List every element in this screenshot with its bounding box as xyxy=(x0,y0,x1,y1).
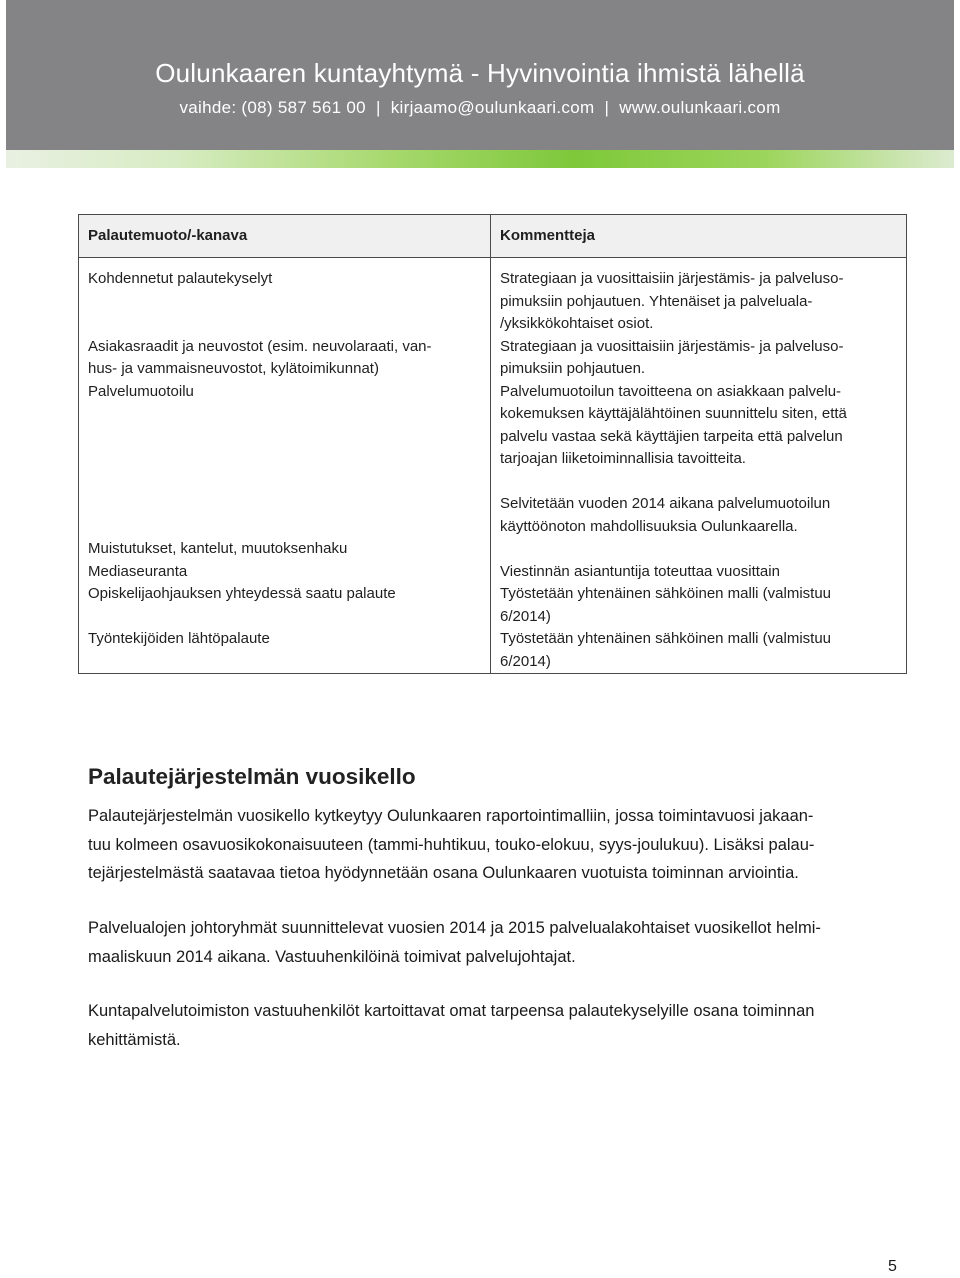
comment-text: Palvelumuotoilun tavoitteena on asiakkaan palvelu- xyxy=(500,382,842,400)
comment-cell xyxy=(491,583,907,628)
comment-text: Työstetään yhtenäinen sähköinen malli (valmistuu xyxy=(500,630,832,647)
body-paragraph xyxy=(88,914,904,971)
table-row xyxy=(79,336,907,381)
comment-text: käyttöönoton mahdollisuuksia Oulunkaarella. xyxy=(500,517,798,535)
paragraph-line: tuu kolmeen osavuosikokonaisuuteen (tammi-huhtikuu, touko-elokuu, syys-joulukuu). Lisäksi palau- xyxy=(88,835,815,854)
comment-text: pimuksiin pohjautuen. Yhtenäiset ja palveluala- xyxy=(500,292,813,310)
comment-text: kokemuksen käyttäjälähtöinen suunnittelu siten, että xyxy=(500,405,847,422)
paragraph-line: Palautejärjestelmän vuosikello kytkeytyy Oulunkaaren raportointimalliin, jossa toimintavuosi jakaan- xyxy=(88,807,814,825)
comment-text: Strategiaan ja vuosittaisiin järjestämis- ja palveluso- xyxy=(500,270,844,287)
channel-text: Palvelumuotoilu xyxy=(88,382,194,400)
section-heading: Palautejärjestelmän vuosikello xyxy=(88,764,416,789)
comment-text xyxy=(500,471,897,494)
body-paragraph xyxy=(88,802,904,888)
channel-cell xyxy=(79,583,491,628)
paragraph-line: maaliskuun 2014 aikana. Vastuuhenkilöinä toimivat palvelujohtajat. xyxy=(88,947,576,966)
comment-text: /yksikkökohtaiset osiot. xyxy=(500,315,654,332)
table-row xyxy=(79,381,907,539)
comment-cell xyxy=(491,538,907,561)
table-header-row xyxy=(79,215,907,258)
column-header-channel: Palautemuoto/-kanava xyxy=(79,215,491,258)
channel-text: Opiskelijaohjauksen yhteydessä saatu palaute xyxy=(88,585,396,602)
table-row xyxy=(79,258,907,336)
table-row xyxy=(79,538,907,561)
column-header-comments: Kommentteja xyxy=(491,215,907,258)
comment-text: pimuksiin pohjautuen. xyxy=(500,360,646,377)
comment-cell xyxy=(491,258,907,336)
channel-cell xyxy=(79,628,491,674)
paragraph-line: tejärjestelmästä saatavaa tietoa hyödynnetään osana Oulunkaaren vuotuista toiminnan arviointia. xyxy=(88,864,799,882)
table-row xyxy=(79,561,907,584)
channel-cell xyxy=(79,336,491,381)
page-number: 5 xyxy=(888,1258,897,1275)
header-contact: vaihde: (08) 587 561 00 | kirjaamo@oulunkaari.com | www.oulunkaari.com xyxy=(179,98,781,117)
channel-text: Työntekijöiden lähtöpalaute xyxy=(88,630,270,647)
body-paragraph xyxy=(88,997,904,1054)
channel-cell xyxy=(79,258,491,336)
comment-cell xyxy=(491,336,907,381)
table-row xyxy=(79,583,907,628)
channel-text: Muistutukset, kantelut, muutoksenhaku xyxy=(88,540,348,557)
comment-cell xyxy=(491,561,907,584)
comment-text: 6/2014) xyxy=(500,607,551,625)
comment-text: Strategiaan ja vuosittaisiin järjestämis- ja palveluso- xyxy=(500,337,844,355)
comment-text: Selvitetään vuoden 2014 aikana palvelumuotoilun xyxy=(500,495,831,512)
paragraph-line: Palvelualojen johtoryhmät suunnittelevat vuosien 2014 ja 2015 palvelualakohtaiset vuosikellot helmi- xyxy=(88,919,821,937)
channel-text: Mediaseuranta xyxy=(88,562,188,580)
channel-cell xyxy=(79,538,491,561)
comment-text: palvelu vastaa sekä käyttäjien tarpeita että palvelun xyxy=(500,427,843,445)
comment-cell xyxy=(491,628,907,674)
comment-text: Viestinnän asiantuntija toteuttaa vuosittain xyxy=(500,562,780,580)
channel-text: hus- ja vammaisneuvostot, kylätoimikunnat) xyxy=(88,360,379,377)
header-title: Oulunkaaren kuntayhtymä - Hyvinvointia ihmistä lähellä xyxy=(155,58,805,88)
comment-text: Työstetään yhtenäinen sähköinen malli (valmistuu xyxy=(500,585,832,602)
comment-text xyxy=(500,538,897,561)
table-row xyxy=(79,628,907,674)
paragraph-line: Kuntapalvelutoimiston vastuuhenkilöt kartoittavat omat tarpeensa palautekyselyille osana toiminnan xyxy=(88,1002,815,1020)
paragraph-line: kehittämistä. xyxy=(88,1030,181,1049)
page-header xyxy=(6,0,954,150)
channel-text: Kohdennetut palautekyselyt xyxy=(88,270,273,287)
header-accent-bar xyxy=(6,150,954,168)
comment-cell xyxy=(491,381,907,539)
channel-text: Asiakasraadit ja neuvostot (esim. neuvolaraati, van- xyxy=(88,337,432,355)
channel-cell xyxy=(79,561,491,584)
comment-text: 6/2014) xyxy=(500,652,551,670)
comment-text: tarjoajan liiketoiminnallisia tavoitteita. xyxy=(500,450,746,467)
feedback-channels-table xyxy=(78,214,907,674)
channel-cell xyxy=(79,381,491,539)
